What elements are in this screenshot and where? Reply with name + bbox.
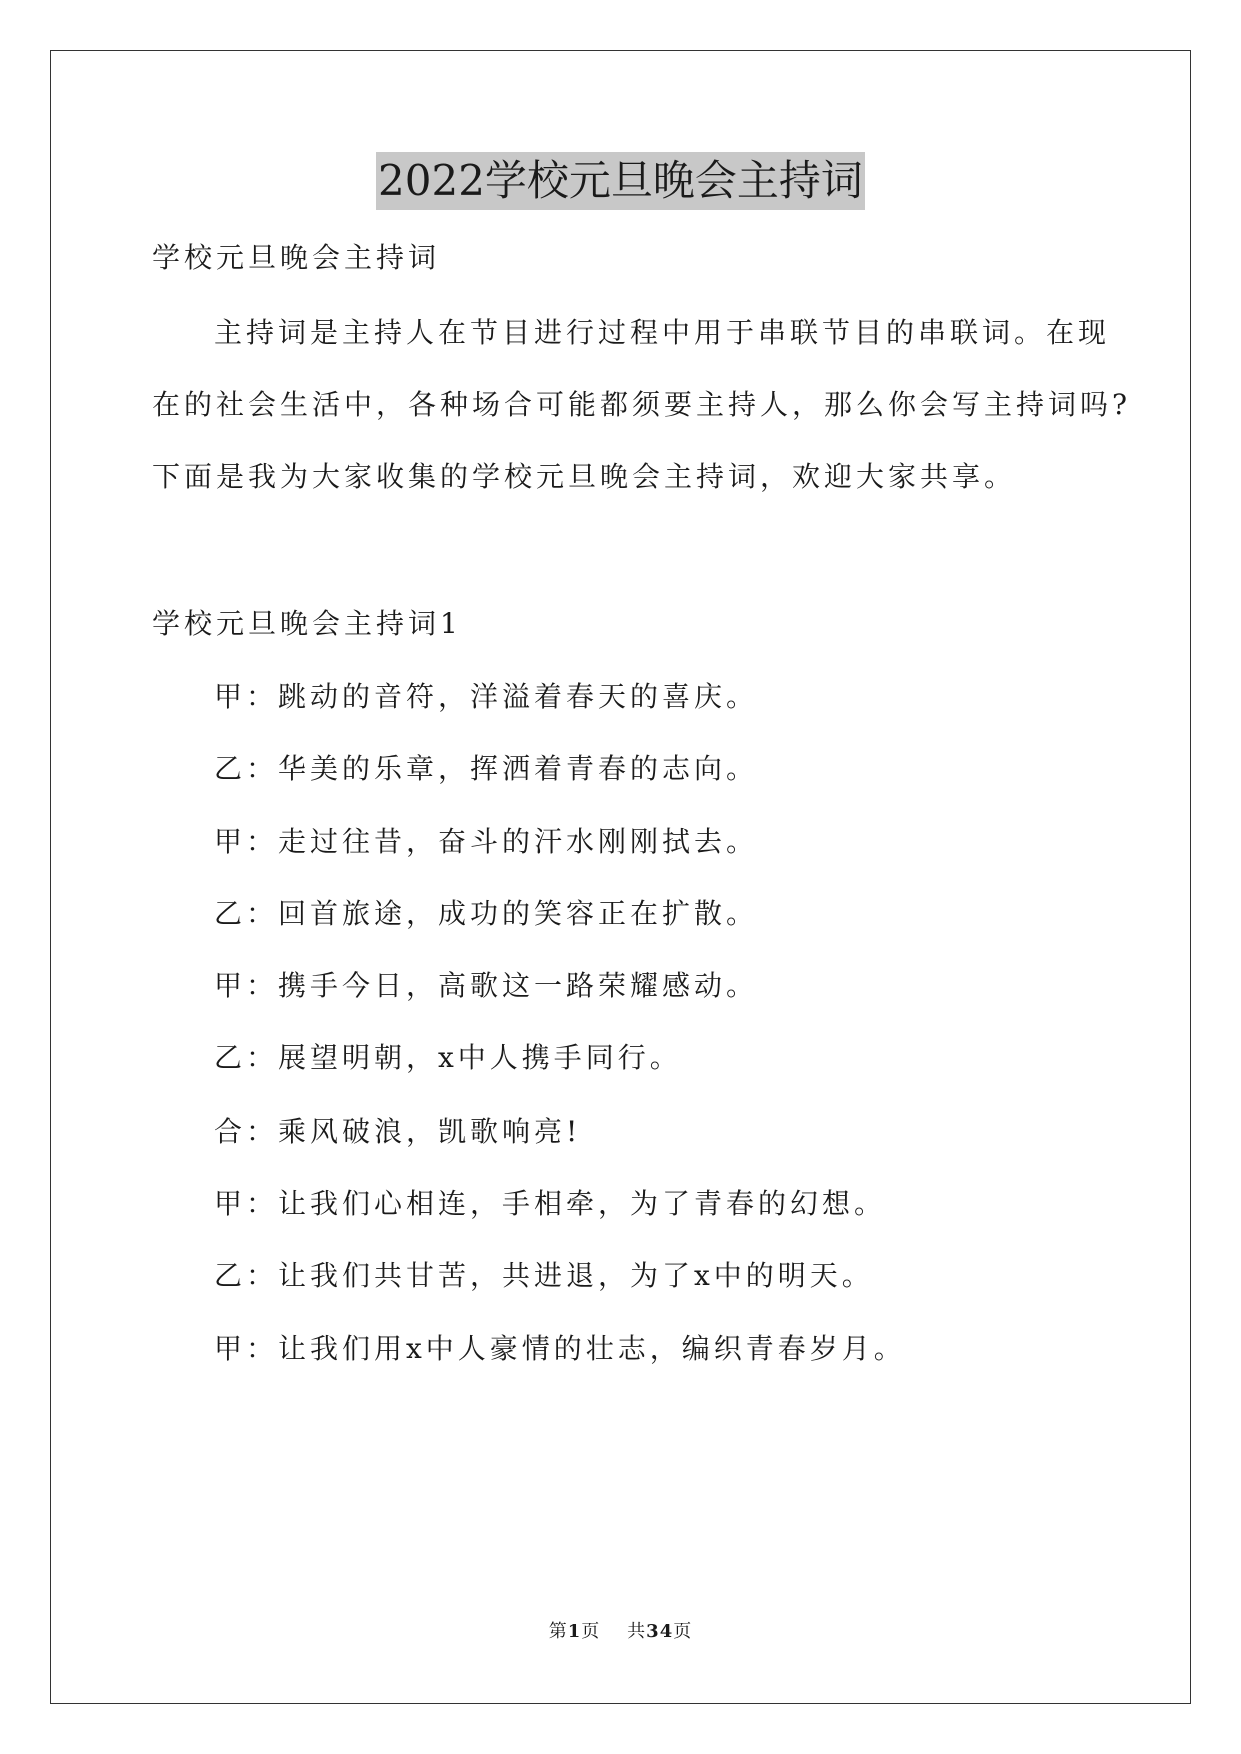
subtitle: 学校元旦晚会主持词	[152, 241, 441, 274]
dialogue-line: 甲：走过往昔，奋斗的汗水刚刚拭去。	[214, 825, 759, 858]
page-border	[50, 50, 1191, 1704]
footer-total-suffix: 页	[673, 1621, 693, 1642]
footer-total-prefix: 共	[627, 1621, 647, 1642]
footer-prefix: 第	[548, 1621, 568, 1642]
current-page-number: 1	[567, 1621, 582, 1642]
dialogue-line: 乙：回首旅途，成功的笑容正在扩散。	[214, 897, 759, 930]
intro-line: 在的社会生活中，各种场合可能都须要主持人，那么你会写主持词吗?	[152, 388, 1132, 421]
total-pages-number: 34	[646, 1621, 674, 1642]
dialogue-line: 乙：让我们共甘苦，共进退，为了x中的明天。	[214, 1259, 874, 1292]
page-footer	[0, 1620, 1241, 1644]
dialogue-line: 甲：让我们用x中人豪情的壮志，编织青春岁月。	[214, 1332, 906, 1365]
dialogue-line: 合：乘风破浪，凯歌响亮!	[214, 1115, 582, 1148]
title-container	[0, 152, 1241, 210]
document-title: 2022学校元旦晚会主持词	[376, 152, 865, 210]
intro-line: 主持词是主持人在节目进行过程中用于串联节目的串联词。在现	[214, 316, 1111, 349]
dialogue-line: 乙：华美的乐章，挥洒着青春的志向。	[214, 752, 759, 785]
footer-page-word: 页	[581, 1621, 601, 1642]
dialogue-line: 甲：携手今日，高歌这一路荣耀感动。	[214, 969, 759, 1002]
dialogue-line: 甲：跳动的音符，洋溢着春天的喜庆。	[214, 680, 759, 713]
dialogue-line: 甲：让我们心相连，手相牵，为了青春的幻想。	[214, 1187, 887, 1220]
dialogue-line: 乙：展望明朝，x中人携手同行。	[214, 1041, 682, 1074]
section-heading: 学校元旦晚会主持词1	[152, 607, 462, 640]
intro-line: 下面是我为大家收集的学校元旦晚会主持词，欢迎大家共享。	[152, 460, 1017, 493]
